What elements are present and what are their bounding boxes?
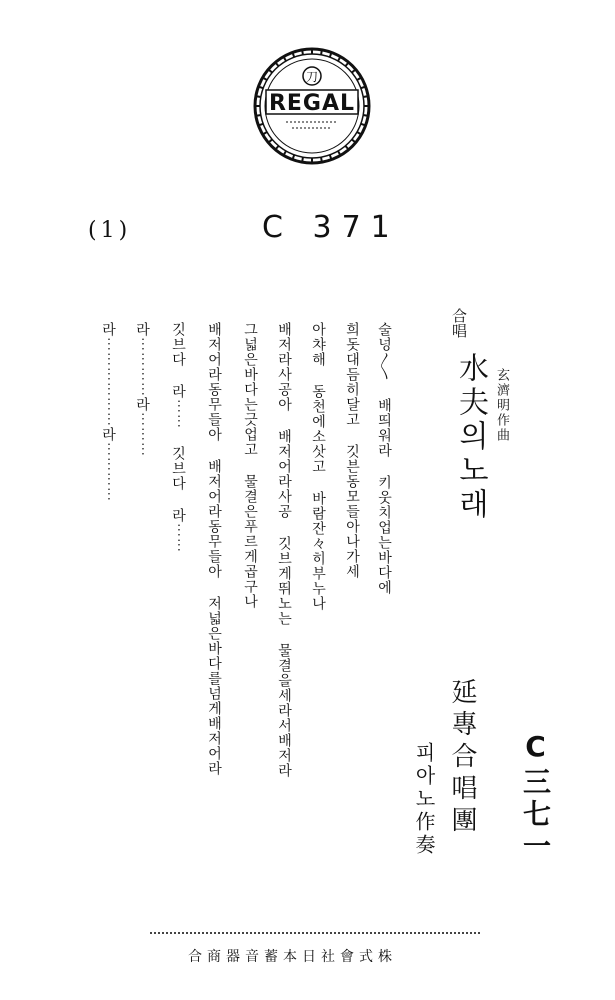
accompaniment-credit: 피아노作奏 — [412, 742, 436, 857]
regal-logo — [252, 46, 372, 166]
performer-ensemble: 延專合唱團 — [447, 678, 477, 838]
side-number: (1) — [88, 218, 132, 243]
footer-divider — [150, 932, 480, 934]
logo-brand: REGAL — [268, 91, 356, 116]
lyric-line-3: 아챠해 동천에소삿고 바람잔々히부누나 — [310, 322, 326, 611]
lyric-line-9: 라⋯⋯⋯⋯⋯⋯라⋯⋯⋯⋯ — [100, 322, 116, 502]
lyric-line-7: 깃브다 라⋯⋯ 깃브다 라⋯⋯ — [170, 322, 186, 553]
lyric-line-4: 배저라사공아 배저어라사공 깃브게뛰노는 물결을세라서배저라 — [276, 322, 292, 778]
logo-emblem: 刀 — [305, 70, 319, 84]
lyric-line-8: 라⋯⋯⋯⋯라⋯⋯⋯ — [134, 322, 150, 457]
catalog-number-vertical: C三七一 — [519, 730, 552, 863]
lyric-line-1: 술넝〱 배띄워라 키웃치업는바다에 — [376, 322, 392, 595]
catalog-number: C 371 — [262, 210, 400, 245]
composer-credit: 玄濟明作曲 — [494, 368, 509, 443]
song-title: 水夫의노래 — [453, 352, 488, 522]
lyric-line-2: 희돗대듬히달고 깃븐동모들아나가세 — [344, 322, 360, 579]
lyric-line-5: 그넓은바다는긋업고 물결은푸르게곱구나 — [242, 322, 258, 609]
publisher-name: 合商器音蓄本日社會式株 — [188, 949, 397, 965]
lyric-line-6: 배저어라동무들아 배저어라동무들아 저넓은바다를넘게배저어라 — [206, 322, 222, 776]
genre-label: 合唱 — [450, 308, 468, 338]
